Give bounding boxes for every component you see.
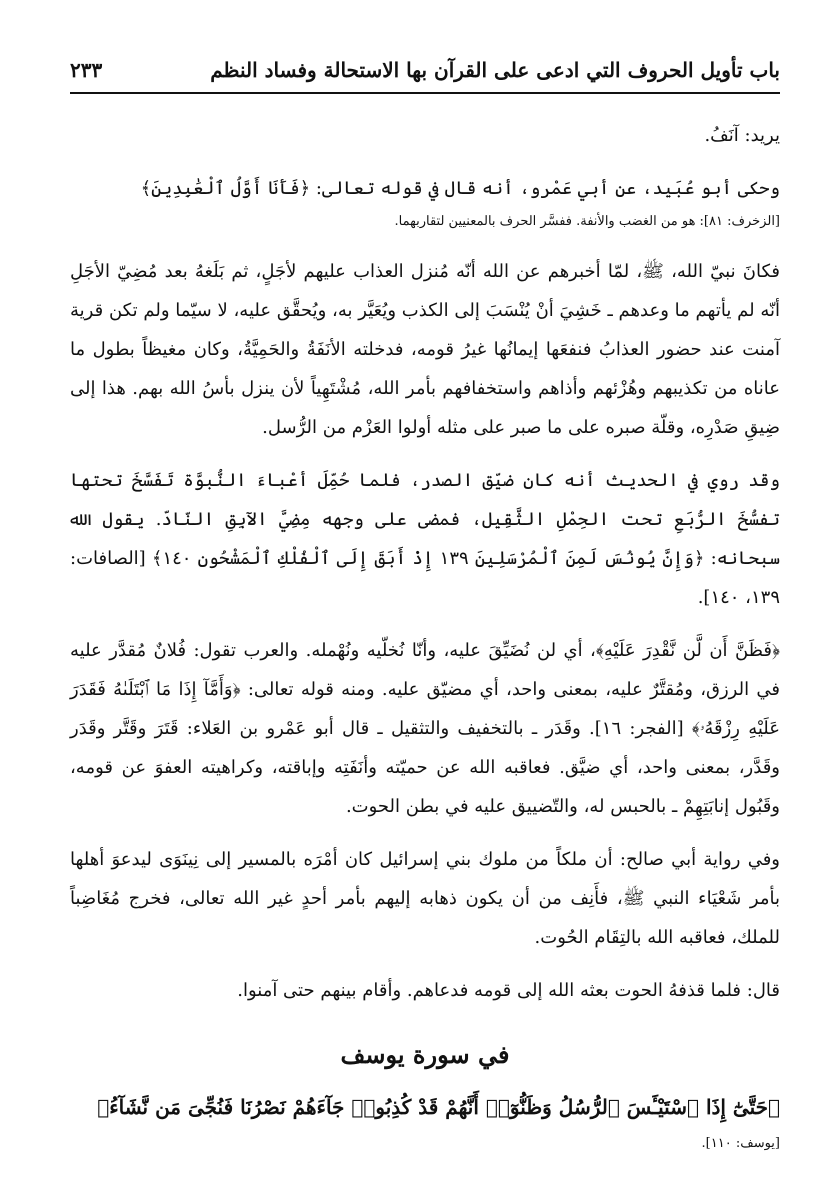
header-title: باب تأويل الحروف التي ادعى على القرآن بها الاستحالة وفساد النظم — [210, 58, 780, 82]
paragraph-6: وفي رواية أبي صالح: أن ملكاً من ملوك بني إسرائيل كان أمْرَه بالمسير إلى نِينَوَى ليدعوَ أهلها بأمر شَعْيَاء النبي ﷺ، فأَنِف من أن يكون ذهابه إليهم بأمر أحدٍ غير الله تعالى، فخرج مُغَاضِباً للملك، فعاقبه الله بالتِقَام الحُوت. — [70, 849, 780, 948]
paragraph-2-ref: [الزخرف: ٨١]: هو من الغضب والأنفة. ففسَّر الحرف بالمعنيين لتقاربهما. — [394, 214, 780, 229]
document-page — [70, 58, 780, 1159]
paragraph-4: وقد روي في الحديث أنه كان ضيّق الصدر، فلما حُمِّلَ أعْباءَ النُّبوَّة تَفَسَّخَ تحتها تفسُّخَ الرُّبَعِ تحت الحِمْلِ الثَّقِيل، فمضى على وجهه مِضِيَّ الآبِقِ النّادّ. يقول الله سبحانه: ﴿وَإِنَّ يُونُسَ لَمِنَ ٱلْمُرْسَلِينَ ١٣٩ إِذْ أَبَقَ إِلَى ٱلْفُلْكِ ٱلْمَشْحُونِ ١٤٠﴾ [الصافات: ١٣٩، ١٤٠]. — [70, 470, 780, 608]
section-verse-ref: [يوسف: ١١٠]. — [701, 1136, 780, 1151]
paragraph-7: قال: فلما قذفهُ الحوت بعثه الله إلى قومه فدعاهم. وأقام بينهم حتى آمنوا. — [237, 980, 780, 1001]
paragraph-3: فكانَ نبيّ الله، ﷺ، لمّا أخبرهم عن الله أنّه مُنزل العذاب عليهم لأجَلٍ، ثم بَلَغهُ بعد مُضِيّ الأجَلِ أنّه لم يأتهم ما وعدهم ـ خَشِيَ أنْ يُنْسَبَ إلى الكذب ويُعَيَّر به، ويُحقَّق عليه، لا سيّما ولم تكن قرية آمنت عند حضور العذابُ فنفعَها إيمانُها غيرُ قومه، فدخلته الأنَفَةُ والحَمِيَّةُ، وكان مغيظاً بطول ما عاناه من تكذيبهم وهُزْئهم وأذاهم واستخفافهم بأمر الله، مُشْتَهِياً لأن ينزل بأسُ الله بهم. هذا إلى ضِيقِ صَدْرِه، وقلّة صبره على ما صبر على مثله أولوا العَزْم من الرُّسل. — [70, 261, 780, 438]
page-number: ٢٣٣ — [70, 58, 103, 82]
running-header — [70, 58, 780, 88]
header-rule — [70, 92, 780, 94]
paragraph-5: ﴿فَظَنَّ أَن لَّن نَّقْدِرَ عَلَيْهِ﴾، أي لن نُضَيِّقَ عليه، وأنّا نُخلّيه ونُهْمله. والعرب تقول: فُلانٌ مُقدَّر عليه في الرزق، ومُقتَّرٌ عليه، بمعنى واحد، أي مضيّق عليه. ومنه قوله تعالى: ﴿وَأَمَّآ إِذَا مَا ٱبْتَلَىٰهُ فَقَدَرَ عَلَيْهِ رِزْقَهُۥ﴾ [الفجر: ١٦]. وقَدَر ـ بالتخفيف والتثقيل ـ قال أبو عَمْرو بن العَلاء: قَتَرَ وقَتَّر وقَدَر وقَدَّر، بمعنى واحد، أي ضيَّق. فعاقبه الله عن حميّته وأنَفَتِه وإباقته، وكراهيته العفوَ عن قومه، وقَبُول إنابَتِهِمْ ـ بالحبس له، والتّضييق عليه في بطن الحوت. — [70, 640, 780, 817]
paragraph-2: وحكى أبو عُبَيد، عن أبي عَمْرو، أنه قال في قوله تعالى: ﴿فَأَنَا أَوَّلُ ٱلْعَٰبِدِينَ﴾ — [140, 178, 780, 199]
section-title: في سورة يوسف — [340, 1040, 510, 1069]
section-verse: ﴿حَتَّىٰٓ إِذَا ٱسْتَيْـَٔسَ ٱلرُّسُلُ وَظَنُّوٓا۟ أَنَّهُمْ قَدْ كُذِبُوا۟ جَآءَهُمْ نَصْرُنَا فَنُجِّىَ مَن نَّشَآءُ﴾ — [97, 1095, 780, 1119]
paragraph-1: يريد: آنَفُ. — [704, 125, 780, 146]
